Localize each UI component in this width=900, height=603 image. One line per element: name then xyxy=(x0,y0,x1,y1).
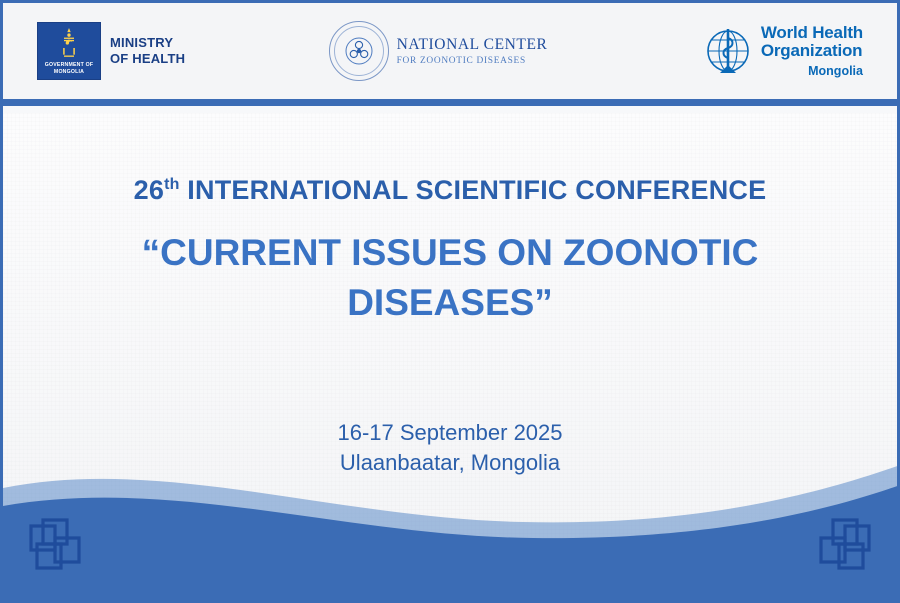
who-country-label: Mongolia xyxy=(808,64,863,78)
event-location: Ulaanbaatar, Mongolia xyxy=(339,450,561,475)
conference-ordinal: th xyxy=(164,176,180,193)
event-date: 16-17 September 2025 xyxy=(337,420,563,445)
government-band-line1: GOVERNMENT OF xyxy=(44,62,94,69)
conference-subtitle-line xyxy=(3,175,897,206)
mongolia-soyombo-emblem-icon xyxy=(61,28,78,58)
ministry-of-health-logo xyxy=(37,22,185,80)
government-band xyxy=(38,62,100,75)
world-health-organization-logo xyxy=(703,24,863,78)
who-name-line1: World Health xyxy=(760,23,863,42)
conference-subtitle-rest: INTERNATIONAL SCIENTIFIC CONFERENCE xyxy=(179,175,767,205)
ministry-of-health-name xyxy=(110,35,185,67)
ministry-name-line2: OF HEALTH xyxy=(110,51,186,66)
government-band-line2: MONGOLIA xyxy=(53,68,85,75)
who-name-block xyxy=(761,24,863,78)
ministry-name-line1: MINISTRY xyxy=(110,35,174,50)
footer-wave-decoration xyxy=(3,410,900,600)
mongolia-emblem xyxy=(37,22,101,80)
nczd-name-line1: NATIONAL CENTER xyxy=(396,36,548,53)
logo-header-bar xyxy=(3,3,897,106)
conference-number: 26 xyxy=(133,175,165,205)
nczd-seal-inner-graphic-icon xyxy=(338,30,380,72)
nczd-name xyxy=(397,36,548,66)
mongolian-ulzii-knot-icon xyxy=(21,516,91,576)
nczd-name-line2: FOR ZOONOTIC DISEASES xyxy=(396,56,526,66)
mongolian-ulzii-knot-icon xyxy=(809,516,879,576)
national-center-zoonotic-diseases-logo xyxy=(329,21,548,81)
who-rod-of-asclepius-globe-icon xyxy=(703,26,753,76)
who-name-line2: Organization xyxy=(760,41,863,60)
nczd-circular-seal-icon xyxy=(329,21,389,81)
title-block xyxy=(3,175,897,328)
page-title: “CURRENT ISSUES ON ZOONOTIC DISEASES” xyxy=(141,232,759,323)
